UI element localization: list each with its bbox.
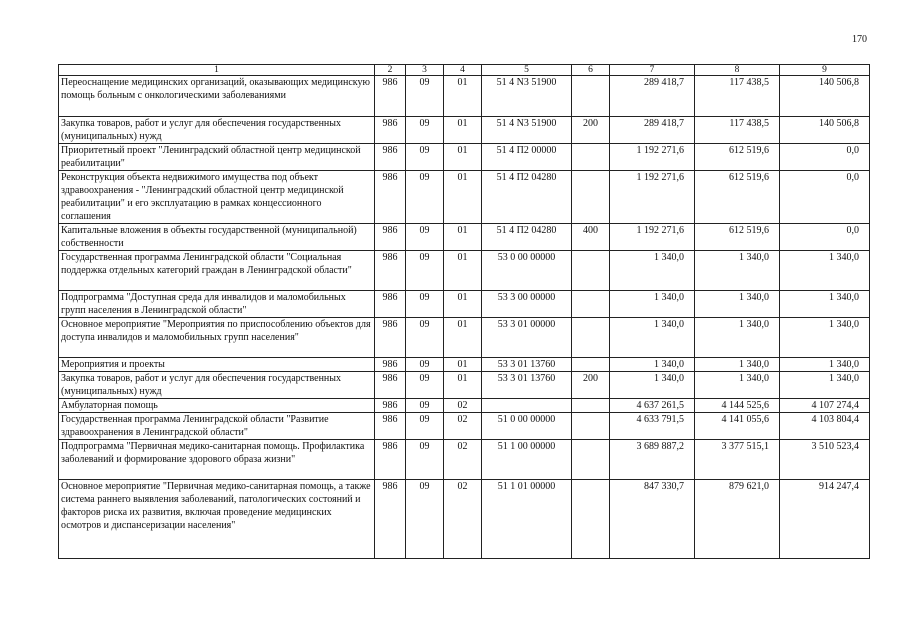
expense-type-cell: [572, 76, 610, 117]
table-row: [59, 76, 870, 117]
table-row: [59, 171, 870, 224]
amount-year1-cell: 3 689 887,2: [610, 440, 695, 480]
target-article-cell: 53 3 00 00000: [482, 291, 572, 318]
amount-year2-cell: 612 519,6: [695, 144, 780, 171]
subsection-cell: 01: [444, 372, 482, 399]
subsection-cell: 01: [444, 144, 482, 171]
section-cell: 09: [406, 440, 444, 480]
row-name-cell: Реконструкция объекта недвижимого имущества под объект здравоохранения - "Ленинградский областной центр медицинской реабилитации" и его эксплуатацию в рамках концессионного соглашения: [59, 171, 375, 224]
admin-code-cell: 986: [375, 144, 406, 171]
header-cell: 6: [572, 65, 610, 76]
target-article-cell: 51 1 00 00000: [482, 440, 572, 480]
subsection-cell: 02: [444, 440, 482, 480]
table-row: [59, 224, 870, 251]
expense-type-cell: [572, 251, 610, 291]
amount-year2-cell: 612 519,6: [695, 224, 780, 251]
expense-type-cell: [572, 358, 610, 372]
amount-year2-cell: 1 340,0: [695, 358, 780, 372]
amount-year3-cell: 1 340,0: [780, 318, 870, 358]
admin-code-cell: 986: [375, 318, 406, 358]
admin-code-cell: 986: [375, 291, 406, 318]
target-article-cell: 53 3 01 00000: [482, 318, 572, 358]
amount-year3-cell: 1 340,0: [780, 358, 870, 372]
subsection-cell: 01: [444, 358, 482, 372]
header-cell: 4: [444, 65, 482, 76]
amount-year1-cell: 4 637 261,5: [610, 399, 695, 413]
header-cell: 9: [780, 65, 870, 76]
row-name-cell: Переоснащение медицинских организаций, оказывающих медицинскую помощь больным с онкологическими заболеваниями: [59, 76, 375, 117]
admin-code-cell: 986: [375, 480, 406, 559]
target-article-cell: 51 4 N3 51900: [482, 76, 572, 117]
section-cell: 09: [406, 76, 444, 117]
table-row: [59, 318, 870, 358]
section-cell: 09: [406, 358, 444, 372]
amount-year1-cell: 1 340,0: [610, 251, 695, 291]
amount-year2-cell: 117 438,5: [695, 76, 780, 117]
amount-year3-cell: 4 103 804,4: [780, 413, 870, 440]
subsection-cell: 01: [444, 251, 482, 291]
expense-type-cell: [572, 171, 610, 224]
admin-code-cell: 986: [375, 76, 406, 117]
amount-year2-cell: 1 340,0: [695, 372, 780, 399]
amount-year1-cell: 1 192 271,6: [610, 144, 695, 171]
amount-year2-cell: 612 519,6: [695, 171, 780, 224]
table-row: [59, 480, 870, 559]
header-cell: 8: [695, 65, 780, 76]
budget-table: [58, 64, 870, 559]
section-cell: 09: [406, 318, 444, 358]
section-cell: 09: [406, 117, 444, 144]
amount-year1-cell: 289 418,7: [610, 76, 695, 117]
expense-type-cell: [572, 440, 610, 480]
row-name-cell: Приоритетный проект "Ленинградский областной центр медицинской реабилитации": [59, 144, 375, 171]
table-header-row: [59, 65, 870, 76]
expense-type-cell: 400: [572, 224, 610, 251]
amount-year1-cell: 1 340,0: [610, 318, 695, 358]
target-article-cell: 51 4 N3 51900: [482, 117, 572, 144]
amount-year3-cell: 3 510 523,4: [780, 440, 870, 480]
target-article-cell: 53 3 01 13760: [482, 358, 572, 372]
admin-code-cell: 986: [375, 399, 406, 413]
row-name-cell: Основное мероприятие "Мероприятия по приспособлению объектов для доступа инвалидов и маломобильных групп населения": [59, 318, 375, 358]
section-cell: 09: [406, 480, 444, 559]
expense-type-cell: [572, 413, 610, 440]
amount-year1-cell: 1 192 271,6: [610, 224, 695, 251]
row-name-cell: Государственная программа Ленинградской области "Развитие здравоохранения в Ленинградской области": [59, 413, 375, 440]
expense-type-cell: [572, 291, 610, 318]
table-row: [59, 372, 870, 399]
page-number: 170: [852, 34, 867, 45]
section-cell: 09: [406, 251, 444, 291]
amount-year2-cell: 1 340,0: [695, 318, 780, 358]
amount-year2-cell: 4 144 525,6: [695, 399, 780, 413]
table-row: [59, 399, 870, 413]
target-article-cell: [482, 399, 572, 413]
amount-year3-cell: 140 506,8: [780, 76, 870, 117]
subsection-cell: 01: [444, 171, 482, 224]
admin-code-cell: 986: [375, 117, 406, 144]
amount-year3-cell: 914 247,4: [780, 480, 870, 559]
target-article-cell: 51 0 00 00000: [482, 413, 572, 440]
row-name-cell: Подпрограмма "Доступная среда для инвалидов и маломобильных групп населения в Ленинградской области": [59, 291, 375, 318]
amount-year1-cell: 4 633 791,5: [610, 413, 695, 440]
section-cell: 09: [406, 372, 444, 399]
amount-year3-cell: 1 340,0: [780, 372, 870, 399]
target-article-cell: 51 4 П2 04280: [482, 224, 572, 251]
subsection-cell: 02: [444, 413, 482, 440]
amount-year3-cell: 1 340,0: [780, 291, 870, 318]
row-name-cell: Подпрограмма "Первичная медико-санитарная помощь. Профилактика заболеваний и формирование здорового образа жизни": [59, 440, 375, 480]
admin-code-cell: 986: [375, 171, 406, 224]
table-row: [59, 144, 870, 171]
row-name-cell: Государственная программа Ленинградской области "Социальная поддержка отдельных категорий граждан в Ленинградской области": [59, 251, 375, 291]
admin-code-cell: 986: [375, 413, 406, 440]
target-article-cell: 51 1 01 00000: [482, 480, 572, 559]
row-name-cell: Основное мероприятие "Первичная медико-санитарная помощь, а также система раннего выявления заболеваний, патологических состояний и факторов риска их развития, включая проведение медицинских осмотров и диспансеризации населения": [59, 480, 375, 559]
subsection-cell: 01: [444, 291, 482, 318]
expense-type-cell: [572, 318, 610, 358]
amount-year2-cell: 117 438,5: [695, 117, 780, 144]
header-cell: 1: [59, 65, 375, 76]
amount-year2-cell: 1 340,0: [695, 291, 780, 318]
subsection-cell: 02: [444, 480, 482, 559]
section-cell: 09: [406, 144, 444, 171]
amount-year3-cell: 0,0: [780, 224, 870, 251]
amount-year1-cell: 1 340,0: [610, 358, 695, 372]
expense-type-cell: [572, 480, 610, 559]
amount-year3-cell: 0,0: [780, 171, 870, 224]
admin-code-cell: 986: [375, 440, 406, 480]
amount-year3-cell: 0,0: [780, 144, 870, 171]
target-article-cell: 53 3 01 13760: [482, 372, 572, 399]
admin-code-cell: 986: [375, 224, 406, 251]
amount-year1-cell: 847 330,7: [610, 480, 695, 559]
amount-year3-cell: 4 107 274,4: [780, 399, 870, 413]
amount-year3-cell: 1 340,0: [780, 251, 870, 291]
section-cell: 09: [406, 291, 444, 318]
row-name-cell: Амбулаторная помощь: [59, 399, 375, 413]
subsection-cell: 01: [444, 224, 482, 251]
section-cell: 09: [406, 171, 444, 224]
subsection-cell: 01: [444, 318, 482, 358]
table-row: [59, 251, 870, 291]
admin-code-cell: 986: [375, 358, 406, 372]
table-row: [59, 291, 870, 318]
section-cell: 09: [406, 413, 444, 440]
subsection-cell: 01: [444, 76, 482, 117]
row-name-cell: Закупка товаров, работ и услуг для обеспечения государственных (муниципальных) нужд: [59, 117, 375, 144]
amount-year2-cell: 879 621,0: [695, 480, 780, 559]
expense-type-cell: 200: [572, 372, 610, 399]
expense-type-cell: [572, 144, 610, 171]
section-cell: 09: [406, 224, 444, 251]
header-cell: 5: [482, 65, 572, 76]
row-name-cell: Мероприятия и проекты: [59, 358, 375, 372]
table-row: [59, 440, 870, 480]
amount-year1-cell: 1 192 271,6: [610, 171, 695, 224]
amount-year3-cell: 140 506,8: [780, 117, 870, 144]
section-cell: 09: [406, 399, 444, 413]
target-article-cell: 51 4 П2 04280: [482, 171, 572, 224]
table-row: [59, 413, 870, 440]
admin-code-cell: 986: [375, 251, 406, 291]
amount-year1-cell: 1 340,0: [610, 372, 695, 399]
amount-year1-cell: 1 340,0: [610, 291, 695, 318]
subsection-cell: 02: [444, 399, 482, 413]
subsection-cell: 01: [444, 117, 482, 144]
table-row: [59, 117, 870, 144]
row-name-cell: Закупка товаров, работ и услуг для обеспечения государственных (муниципальных) нужд: [59, 372, 375, 399]
header-cell: 7: [610, 65, 695, 76]
amount-year2-cell: 4 141 055,6: [695, 413, 780, 440]
amount-year1-cell: 289 418,7: [610, 117, 695, 144]
amount-year2-cell: 1 340,0: [695, 251, 780, 291]
table-row: [59, 358, 870, 372]
target-article-cell: 53 0 00 00000: [482, 251, 572, 291]
expense-type-cell: 200: [572, 117, 610, 144]
amount-year2-cell: 3 377 515,1: [695, 440, 780, 480]
row-name-cell: Капитальные вложения в объекты государственной (муниципальной) собственности: [59, 224, 375, 251]
target-article-cell: 51 4 П2 00000: [482, 144, 572, 171]
header-cell: 3: [406, 65, 444, 76]
header-cell: 2: [375, 65, 406, 76]
admin-code-cell: 986: [375, 372, 406, 399]
expense-type-cell: [572, 399, 610, 413]
